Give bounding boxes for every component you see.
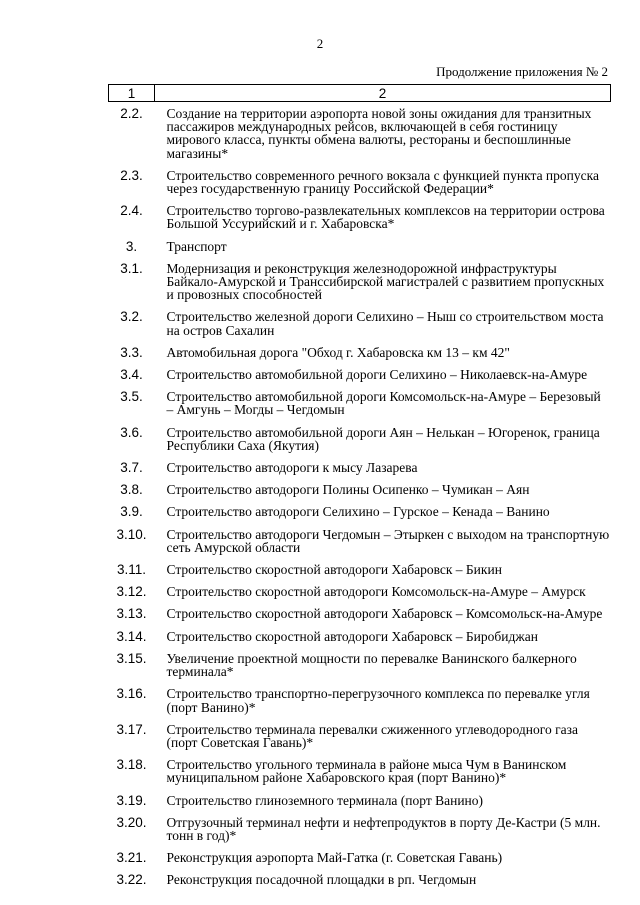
row-number: 3.18.	[116, 757, 147, 773]
table-row	[109, 753, 611, 788]
table-header-row	[109, 85, 611, 102]
table-row	[109, 558, 611, 580]
table-row	[109, 199, 611, 234]
page-number: 2	[316, 36, 324, 51]
table-row	[109, 305, 611, 340]
row-text: Строительство торгово-развлекательных комплексов на территории острова Большой Уссурийский и г. Хабаровска*	[166, 203, 605, 232]
row-text: Отгрузочный терминал нефти и нефтепродуктов в порту Де-Кастри (5 млн. тонн в год)*	[166, 814, 601, 843]
row-text: Строительство скоростной автодороги Хабаровск – Биробиджан	[166, 628, 538, 644]
row-text: Строительство глиноземного терминала (порт Ванино)	[166, 792, 484, 808]
row-text: Строительство автомобильной дороги Аян – Нелькан – Югоренок, граница Республики Саха (Якутия)	[166, 424, 600, 453]
row-number: 3.20.	[116, 814, 147, 830]
table-row	[109, 789, 611, 811]
row-number: 2.4.	[120, 203, 143, 219]
row-text: Создание на территории аэропорта новой зоны ожидания для транзитных пассажиров международных рейсов, включающей в себя гостиницу мирового класса, пункты обмена валюты, рестораны и беспошлинные магазины*	[166, 106, 592, 161]
row-number: 3.17.	[116, 721, 147, 737]
row-number: 3.12.	[116, 584, 147, 600]
row-number: 3.19.	[116, 792, 147, 808]
table-row	[109, 102, 611, 164]
row-number: 3.2.	[120, 309, 143, 325]
row-text: Строительство автомобильной дороги Селихино – Николаевск-на-Амуре	[166, 367, 588, 383]
row-number: 3.16.	[116, 686, 147, 702]
table-row	[109, 811, 611, 846]
table-row	[109, 257, 611, 306]
table-row	[109, 625, 611, 647]
row-text: Транспорт	[166, 238, 227, 254]
row-number: 3.8.	[120, 482, 143, 498]
column-header-number: 1	[109, 85, 155, 102]
row-number: 3.15.	[116, 650, 147, 666]
column-header-text: 2	[155, 85, 611, 102]
table-row	[109, 523, 611, 558]
table-row	[109, 478, 611, 500]
table-row	[109, 363, 611, 385]
items-table	[108, 84, 611, 891]
row-number: 3.7.	[120, 460, 143, 476]
row-text: Строительство скоростной автодороги Хабаровск – Бикин	[166, 562, 502, 578]
table-row	[109, 235, 611, 257]
row-number: 3.10.	[116, 526, 147, 542]
row-number: 3.5.	[120, 389, 143, 405]
table-row	[109, 602, 611, 624]
row-number: 3.	[125, 238, 138, 254]
row-number: 3.6.	[120, 424, 143, 440]
table-row	[109, 647, 611, 682]
table-row	[109, 682, 611, 717]
table-row	[109, 456, 611, 478]
row-text: Строительство угольного терминала в районе мыса Чум в Ванинском муниципальном районе Хабаровского края (порт Ванино)*	[166, 757, 567, 786]
table-row	[109, 500, 611, 522]
row-number: 3.3.	[120, 344, 143, 360]
table-row	[109, 580, 611, 602]
table-row	[109, 385, 611, 420]
row-text: Реконструкция посадочной площадки в рп. Чегдомын	[166, 872, 477, 888]
row-text: Реконструкция аэропорта Май-Гатка (г. Советская Гавань)	[166, 850, 503, 866]
table-row	[109, 718, 611, 753]
row-text: Строительство скоростной автодороги Хабаровск – Комсомольск-на-Амуре	[166, 606, 603, 622]
row-text: Строительство автодороги Селихино – Гурское – Кенада – Ванино	[166, 504, 550, 520]
row-number: 3.21.	[116, 850, 147, 866]
row-text: Строительство современного речного вокзала с функцией пункта пропуска через государственную границу Российской Федерации*	[166, 167, 599, 197]
table-row	[109, 341, 611, 363]
table-row	[109, 164, 611, 199]
row-text: Строительство железной дороги Селихино – Ныш со строительством моста на остров Сахалин	[166, 309, 604, 338]
row-text: Увеличение проектной мощности по перевалке Ванинского балкерного терминала*	[166, 650, 577, 680]
table-row	[109, 868, 611, 890]
table-row	[109, 846, 611, 868]
row-number: 3.11.	[116, 562, 147, 578]
row-text: Автомобильная дорога "Обход г. Хабаровска км 13 – км 42"	[166, 344, 510, 360]
row-text: Строительство терминала перевалки сжиженного углеводородного газа (порт Советская Гавань)*	[166, 721, 578, 750]
row-number: 3.14.	[116, 628, 147, 644]
row-number: 3.13.	[116, 606, 147, 622]
row-text: Строительство автодороги Полины Осипенко – Чумикан – Аян	[166, 482, 530, 498]
row-text: Строительство скоростной автодороги Комсомольск-на-Амуре – Амурск	[166, 584, 586, 600]
row-text: Строительство транспортно-перегрузочного комплекса по перевалке угля (порт Ванино)*	[166, 686, 590, 715]
continuation-label: Продолжение приложения № 2	[436, 64, 608, 79]
row-number: 3.1.	[120, 260, 143, 276]
row-number: 3.9.	[120, 504, 143, 520]
row-text: Модернизация и реконструкция железнодорожной инфраструктуры Байкало-Амурской и Транссибирской магистралей с развитием пропускных и провозных способностей	[166, 260, 605, 303]
table-row	[109, 421, 611, 456]
row-number: 3.4.	[120, 367, 143, 383]
row-text: Строительство автодороги к мысу Лазарева	[166, 460, 418, 476]
row-number: 2.2.	[120, 106, 143, 121]
row-text: Строительство автодороги Чегдомын – Этыркен с выходом на транспортную сеть Амурской области	[166, 526, 610, 555]
row-number: 2.3.	[120, 167, 143, 183]
row-text: Строительство автомобильной дороги Комсомольск-на-Амуре – Березовый – Амгунь – Могды – Чегдомын	[166, 389, 601, 418]
row-number: 3.22.	[116, 872, 147, 888]
